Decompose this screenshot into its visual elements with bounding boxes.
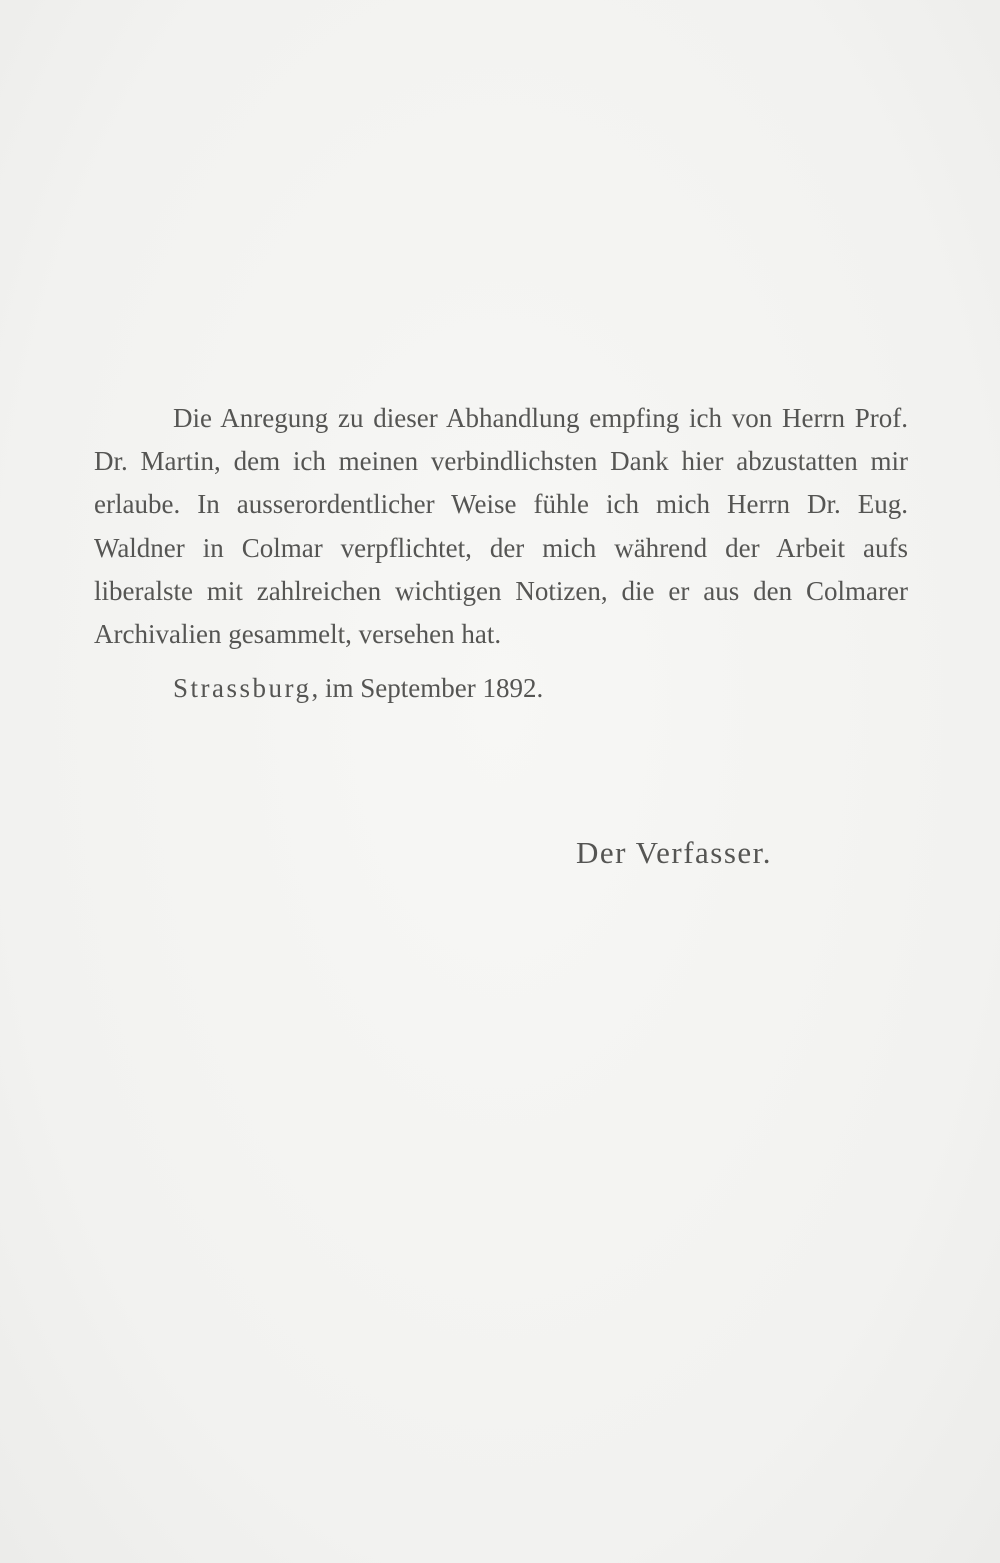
author-signature: Der Verfasser. — [576, 835, 773, 870]
preface-block — [94, 397, 908, 710]
dateline-place: Strassburg — [173, 673, 312, 704]
dateline-date: , im September 1892. — [311, 673, 544, 704]
dateline — [94, 667, 908, 710]
preface-paragraph: Die Anregung zu dieser Abhandlung empfing ich von Herrn Prof. Dr. Martin, dem ich meinen verbindlichsten Dank hier abzustatten mir erlaube. In ausserordentlicher Weise fühle ich mich Herrn Dr. Eug. Waldner in Colmar verpflichtet, der mich während der Arbeit aufs liberalste mit zahlreichen wichtigen Notizen, die er aus den Colmarer Archivalien gesammelt, versehen hat. — [94, 403, 908, 650]
